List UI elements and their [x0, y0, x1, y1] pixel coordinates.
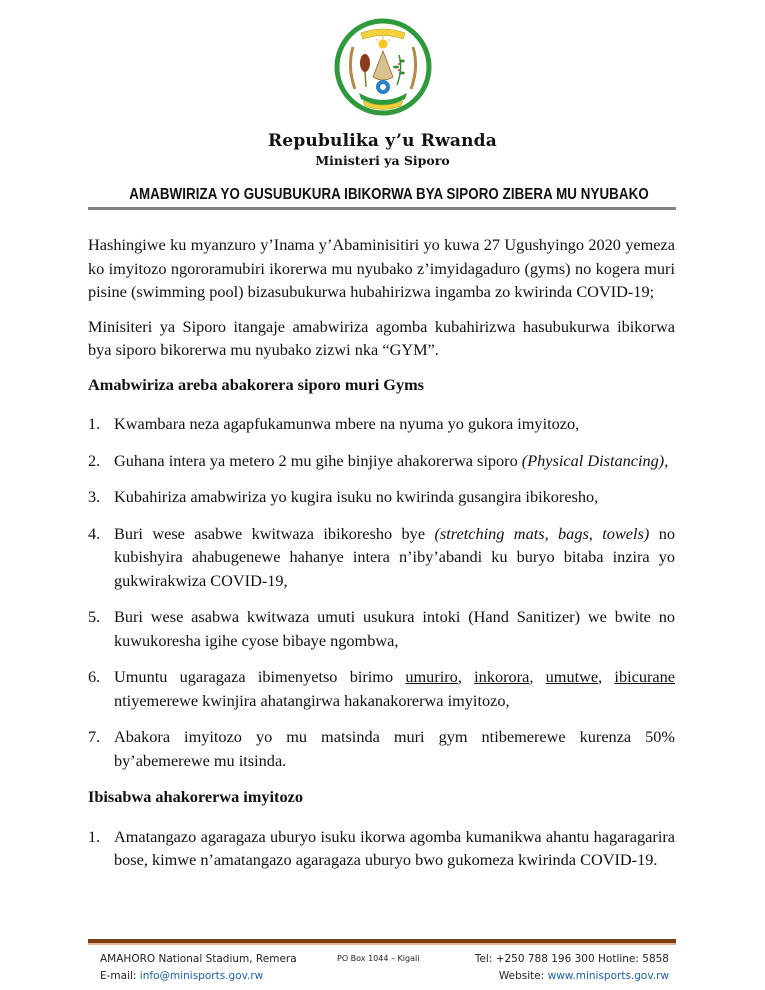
list-item: 5. Buri wese asabwa kwitwaza umuti usukura intoki (Hand Sanitizer) we bwite no kuwukoresha igihe cyose bibaye ngombwa,: [88, 607, 675, 650]
footer-phone: Tel: +250 788 196 300 Hotline: 5858: [474, 953, 669, 965]
list-item: 6. Umuntu ugaragaza ibimenyetso birimo umuriro, inkorora, umutwe, ibicurane ntiyemerewe kwinjira ahatangirwa hakanakorerwa imyitozo,: [88, 667, 675, 710]
second-paragraph: Minisiteri ya Siporo itangaje amabwiriza agomba kubahirizwa hasubukurwa ibikorwa bya siporo bikorerwa mu nyubako zizwi nka “GYM”.: [88, 316, 675, 359]
document-body: [88, 233, 675, 885]
symptom-cough: inkorora: [474, 667, 530, 686]
list-item: 1. Amatangazo agaragaza uburyo isuku ikorwa agomba kumanikwa ahantu hagaragarira bose, kimwe n’amatangazo agaragaza uburyo bwo gukomeza kwirinda COVID-19.: [88, 826, 675, 869]
ministry-name: Ministeri ya Siporo: [315, 153, 450, 168]
footer-website: Website: www.minisports.gov.rw: [498, 970, 669, 982]
email-link[interactable]: info@minisports.gov.rw: [139, 970, 264, 982]
title-divider: [88, 207, 676, 210]
footer-divider-accent: [88, 943, 676, 945]
list-item: 1. Kwambara neza agapfukamunwa mbere na nyuma yo gukora imyitozo,: [88, 414, 580, 433]
list-item: 3. Kubahiriza amabwiriza yo kugira isuku no kwirinda gusangira ibikoresho,: [88, 487, 599, 506]
footer-po-box: PO Box 1044 – Kigali: [337, 954, 420, 963]
list-item: 2. Guhana intera ya metero 2 mu gihe binjiye ahakorerwa siporo (Physical Distancing),: [88, 450, 669, 470]
symptom-cold: ibicurane: [614, 667, 675, 686]
venue-requirements-list: [88, 825, 675, 872]
list-item: 7. Abakora imyitozo yo mu matsinda muri gym ntibemerewe kurenza 50% by’abemerewe mu itsinda.: [88, 727, 675, 770]
website-link[interactable]: www.minisports.gov.rw: [547, 970, 669, 982]
country-name: Repubulika y’u Rwanda: [267, 131, 497, 151]
symptom-headache: umutwe: [545, 667, 599, 686]
list-item: 4. Buri wese asabwe kwitwaza ibikoresho bye (stretching mats, bags, towels) no kubishyira ahabugenewe hahanye intera n’iby’abandi ku buryo bitaba inzira yo gukwirakwiza COVID-19,: [88, 523, 675, 590]
gym-rules-list: [88, 412, 675, 772]
document-title: AMABWIRIZA YO GUSUBUKURA IBIKORWA BYA SIPORO ZIBERA MU NYUBAKO: [129, 186, 649, 203]
footer-address: AMAHORO National Stadium, Remera: [100, 953, 297, 965]
footer-email: E-mail: info@minisports.gov.rw: [100, 970, 264, 982]
intro-paragraph: Hashingiwe ku myanzuro y’Inama y’Abaminisitiri yo kuwa 27 Ugushyingo 2020 yemeza ko imyitozo ngororamubiri ikorerwa mu nyubako z’imyidagaduro (gyms) no kogera muri pisine (swimming pool) bizasubukurwa hubahirizwa ingamba zo kwirinda COVID-19;: [88, 235, 675, 301]
section-heading-gym-rules: Amabwiriza areba abakorera siporo muri Gyms: [88, 374, 425, 394]
section-heading-venue-requirements: Ibisabwa ahakorerwa imyitozo: [88, 787, 303, 806]
symptom-fever: umuriro: [405, 667, 458, 686]
rwanda-coat-of-arms-icon: [333, 17, 433, 117]
